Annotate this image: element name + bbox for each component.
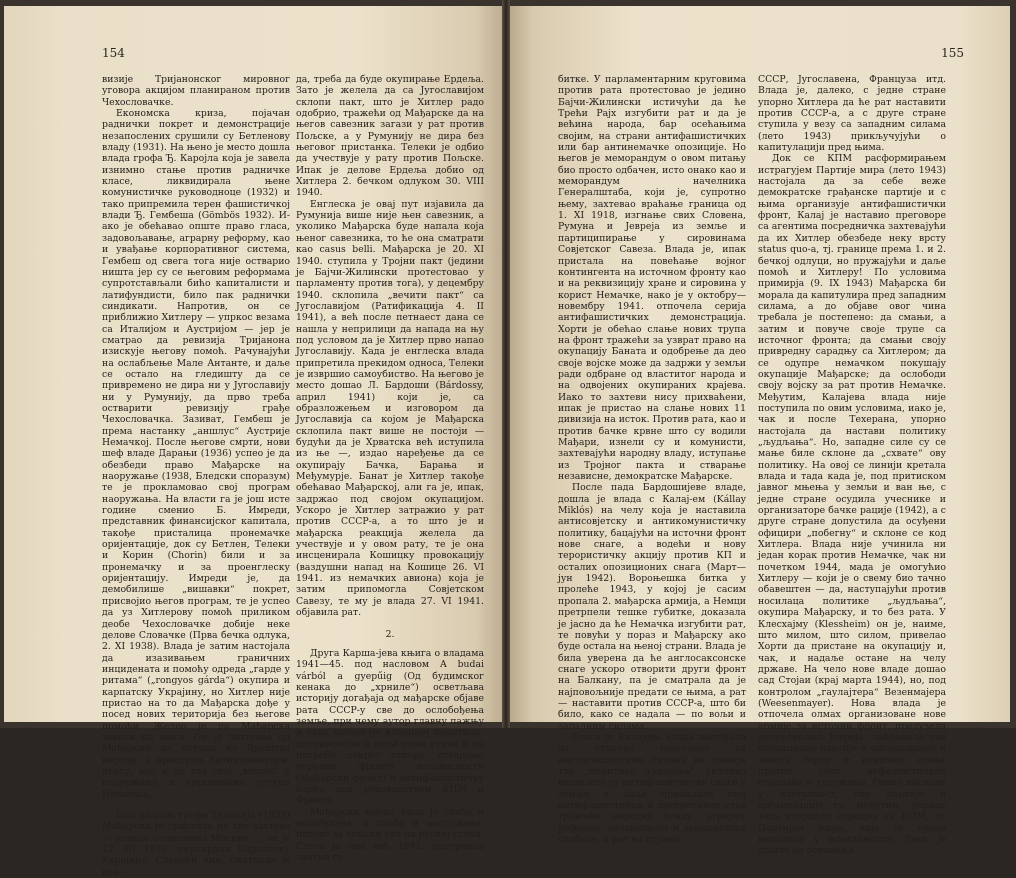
paragraph: После пада Бардошијеве владе, дошла је влада с Калај-ем (Kállay Miklós) на челу која је наставила антисовјетску и антикомунистичку политику, бацајући на источни фронт нове снаге, а водећи и нову терористичку акцију против КП и осталих опозиционих снага (Март—јун 1942). Вороњешка битка у пролеће 1943, у којој је сасим пропала 2. мађарска армија, а Немци претрпели тешке губитке, доказала је јасно да ће Немачка изгубити рат, те повући у пораз и Мађарску ако буде остала на њеној страни. Влада је била уверена да ће англосаксонске снаге ускоро отворити други фронт на Балкану, па је сматрала да је најповољније предати се њима, а рат — наставити против СССР-а, што би било, како се надала — по вољи и западним силама. (558, 482, 747, 732)
right-column-2 (758, 74, 946, 857)
left-column-2 (296, 74, 484, 863)
paragraph: Стога је Калајева влада настојала да отпочне преговоре са англосаксонским силама на линији тзв. „политике људљање“, уколико више што су антифашистичке снаге у земљи и даље припадале свој антифашистички и прогресивни став тражећи народну владу, аграрну реформу, независност и демократске слободе, а рат на страни (558, 731, 746, 846)
left-page (4, 6, 506, 878)
paragraph: Енглеска је овај пут изјавила да Румунија више није њен савезник, а уколико Мађарска буде напала која њеног савезника, то ће она сматрати као casus belli. Мађарска је 20. XI 1940. ступила у Тројни пакт (једини је Бајчи-Жилински протестовао у парламенту против тога), у децембру 1940. склопила „вечити пакт“ са Југославијом (Ратификација 4. II 1941), а већ после петнаест дана се нашла у неприлици да напада на њу под условом да је Хитлер прво напао Југославију. Када је енглеска влада припретила прекидом односа, Телеки је извршио самоубиство. На његово је место дошао Л. Бардоши (Bárdossy, април 1941) који је, са образложењем и изговором да Југославија са којом је Мађарска склопила пакт више не постоји — будући да је Хрватска већ иступила из ње —, издао наређење да се окупирају Бачка, Барања и Међумурје. Банат је Хитлер такође обећавао Мађарској, али га је, ипак, задржао под својом окупацијом. Ускоро је Хитлер затражио у рат против СССР-а, а то што је и мађарска реакција желела да учествује и у овом рату, те је она инсценирала Кошицку провокацију (ваздушни напад на Кошице 26. VI 1941. из немачких авиона) која је затим припомогла Совјетском Савезу, те му је влада 27. VI 1941. објавила рат. (296, 198, 484, 619)
right-page (508, 6, 1010, 857)
section-number: 2. (385, 628, 395, 640)
paragraph: Економска криза, појачан раднички покрет и демонстрације незапослених срушили су Бетленову владу (1931). На њено је место дошла влада грофа Ђ. Каројла која је завела изнимно стање против радничке класе, ликвидирала њене комунистичке руководноце (1932) и тако припремила терен фашистичкој влади Ђ. Гембеша (Gömbös 1932). И-ако је обећавао опште право гласа, задовољавање, аграрну реформу, као и увађање корпоративног система, Гембеш од свега тога није остварио ништа јер су се његовим реформама супротстављали бићо капиталисти и латифундисти, било пак раднички синдикати. Напротив, он се приближио Хитлеру — упркос везама са Италијом и Аустријом — јер је сматрао да ревизија Тријанона изискује његову помоћ. Рачунајући на ослабљење Мале Антанте, и даље се остало на гледишту да се привремено не дира ни у Југославију ни у Румунију, да прво треба остварити ревизију грађе Чехословачка. Зазиват, Гембеш је према настанку „аншлус“ Аустрије Немачкој. После његове смрти, нови шеф владе Дарањи (1936) успео је да обезбеди право Мађарске на наоружање (1938, Бледски споразум) те је прокламовао свој програм наоружања. На власти га је још исте године сменио Б. Имреди, представник финансијског капитала, такође присталица пронемачке оријентације, док су Бетлен, Телеки и Корин (Chorin) били и за пронемачку и за проенглеску оријентацију. Имреди је, да демобилише „вишавки“ покрет, присвојио његов програм, те је успео да уз Хитлерову помоћ приликом деобе Чехословачке добије неке делове Словачке (Прва бечка одлука, 2. XI 1938). Влада је затим настојала да изазивањем граничних инцидената и помоћу одреда „гарде у ритама“ („rongyos gárda“) окупира и карпатску Украјину, но Хитлер није пристао на то да Мађарска дође у посед нових територија без његове помоћи. Желео је да Мађарска зависи од њега. Он је захтевао од Мађарске да иступи из Друштва народа, а приступи Антикоминтерн-пакту, као и да сав свој „вишак“ у наоружању и сировинама уступи Немачкој. (102, 108, 290, 800)
paragraph: визије Тријанонског мировног уговора акцијом планираном против Чехословачке. (102, 74, 290, 108)
right-column-1 (558, 74, 746, 845)
right-page-number: 155 (941, 46, 964, 60)
paragraph: Док се КПМ расформирањем истрагујем Партије мира (лето 1943) настојала да за себе веже демократске грађанске партије и с њима организује антифашистички фронт, Калај је наставио преговоре са агентима посредничка захтевајући да их Хитлер обезбеде неку врсту status quo-a, тј. границе према 1. и 2. бечкој одлуци, но пружајући и даље помоћ и Хитлеру! По условима примирја (9. IX 1943) Мађарска би морала да капитулира пред западним силама, а до објаве овог чина требала је постепено: да смањи, а затим и повуче своје трупе са источног фронта; да смањи своју привредну сарадњу са Хитлером; да се одупре немачком покушају окупације Мађарске; да ослободи своју војску за рат против Немачке. Међутим, Калајева влада није поступила по овим условима, иако је, чак и после Техерана, упорно настојала да настави политику „људљања“. Но, западне силе су се мање биле склоне да „схвате“ ову политику. На овој се линији кретала влада и тада када је, под притиском јавног мњења у земљи и ван ње, с једне стране осудила учеснике и организаторе бачке рације (1942), а с друге стране допустила да осуђени официри „побегну“ и склоне се код Хитлера. Влада није учинила ни један корак против Немачке, чак ни почетком 1944, мада је омогућио Хитлеру — који је о свему био тачно обавештен — да, наступајући против носилаца политике „људљања“, окупира Мађарску, и то без рата. У Клесхајму (Klessheim) он је, наиме, што милом, што силом, привелао Хорти да пристане на окупацију и, чак, и надаље остане на челу државе. На чело нове владе дошао сад Стојаи (крај марта 1944), но, под контролом „гаулајтера“ Везенмајера (Weesenmayer). Нова влада је отпочела олмах организоване нове армије за источни фронт, предузела депортирање Јевреја, забранила све опозиционе партије и организације и завела терор и изнимно стање против свих нефашистичких странака и удружења. Овако нагнане у илегалност, ове партије и организације су, међутим, упркос тада утврдиле сарадњу са КПМ, тј. Партијом мира, која се сјајно налазила у илегалности. Тако је дошло до оснивања (758, 153, 946, 857)
paragraph: Друга Карша-јева књига о владама 1941—45. под насловом А budai várból a gyepűig (Од будимског кенака до „хрниле“) осветљава историју догађаја од мађарске објаве рата СССР-у све до ослобођења земље, при чему аутор главну пажњу и сада посвећује владиној политици, доприносећи и даље само усиле и по потреби покрет отпора, стварање народне фронте независности (Мађарски фронт) и антифашистичку борбу под руководством КПМ и Фронта. (296, 647, 484, 807)
left-column-1 (102, 74, 290, 878)
paragraph: СССР, Југославена, Француза итд. Влада је, далеко, с једне стране упорно Хитлера да ће рат наставити против СССР-а, а с друге стране ступила у везу са западним силама (лето 1943) прикључујући о капитулацији пред њима. (758, 74, 946, 154)
book-gutter (502, 0, 510, 728)
left-page-number: 154 (102, 46, 125, 60)
paragraph: да, треба да буде окупирање Ердеља. Зато је желела да са Југославијом склопи пакт, што је Хитлер радо одобрио, тражећи од Мађарске да на његов савезник загази у рат против Пољске, а у Румунију не дира без његовог пристанка. Телеки је одбио да учествује у рату против Пољске. Ипак је делове Ердеља добио од Хитлера 2. бечком одлуком 30. VIII 1940. (296, 74, 484, 199)
paragraph: Под владом грофа Телекија (1939) Мађарска је пристала на све захтеве — упркос опоменама Москве —, те је 12. III 1939. окупирала Карпатску Украјину. Следећи чин, сматрала је вла- (102, 810, 290, 878)
paragraph: Мађарска војска била је слаба и малобројна, а слабо и наоружана, потово за зимски рат на руској степи. Стога је она већ 1941. претрпела знатне гу- (296, 806, 484, 864)
paragraph: битке. У парламентарним круговима против рата протестовао је једино Бајчи-Жилински истичући да ће Трећи Рајх изгубити рат и да је већина народа, бар осећањима својим, на страни антифашистичких или бар антинемачке опозиције. Но његов је меморандум о овом питању био просто одбачен, исто онако као и меморандум начелника Генералштаба, који је, супротно њему, захтевао враћање граница од 1. XI 1918, изгнање свих Словена, Румуна и Јевреја из земље и партиципирање у сировинама Совјетског Савеза. Влада је, ипак пристала на повећање војног контингента на источном фронту као и на реквизицију хране и сировина у корист Немачке, нако је у октобру—новембру 1941. отпочела серија антифашистичких демонстрација. Хорти је обећао слање нових трупа на фронт тражећи за узврат право на окупацију Баната и одобрење да део своје војске може да задржи у земљи ради одбране од властитог народа и на одвојених окупираних крајева. Иако то захтеви нису прихваћени, ипак је пристао на слање нових 11 дивизија на исток. Против рата, као и против бачке крвне што су водили Мађари, изнели су и комунисти, захтевајући народну владу, иступање из Тројног пакта и стварање независне, демократске Мађарске. (558, 74, 746, 483)
